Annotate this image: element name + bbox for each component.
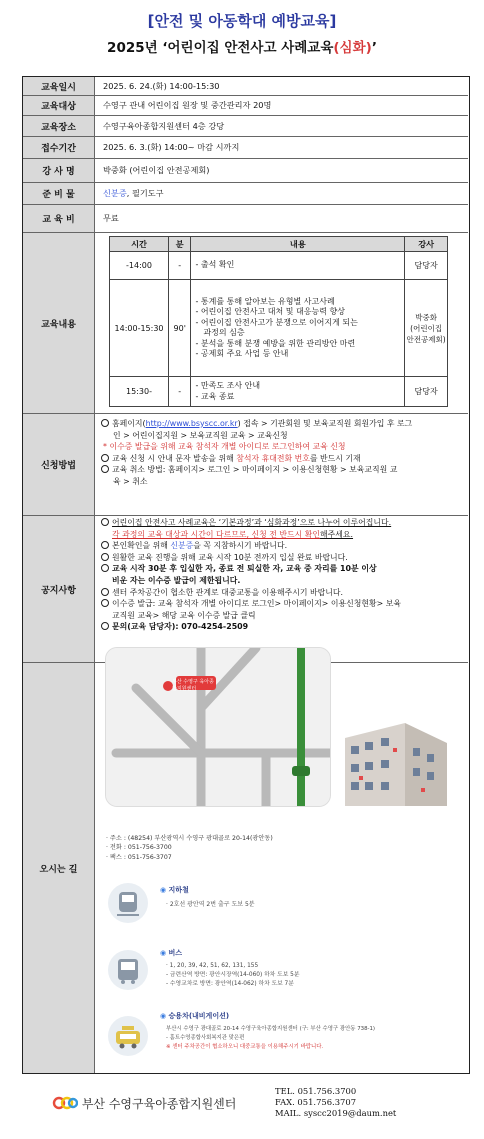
- list-item: - 어린이집 안전사고 대처 및 대응능력 향상: [195, 307, 345, 316]
- cell-lecturer: 담당자: [405, 377, 448, 407]
- bullet-circle: [101, 553, 109, 561]
- schedule-table: [109, 236, 448, 407]
- apply-line: ) 접속 > 기관회원 및 보육교직원 회원가입 후 로그: [237, 419, 413, 428]
- car-title: ◉ 승용차(내비게이션): [160, 1012, 230, 1020]
- row-value: [103, 183, 464, 204]
- list-item: - 만족도 조사 안내: [195, 381, 261, 390]
- cell-lecturer: [405, 280, 448, 377]
- list-item: - 어린이집 안전사고가 분쟁으로 이어지게 되는: [195, 317, 358, 327]
- row-target: [23, 96, 468, 116]
- notice-line: 교직원 교육> 해당 교육 이수증 발급 클릭: [112, 610, 256, 620]
- list-item: 과정의 심층: [203, 328, 245, 337]
- footer-org: [52, 1094, 236, 1112]
- apply-line: 교육 신청 시 안내 문자 발송을 위해: [112, 453, 237, 463]
- notice-text: [101, 517, 464, 633]
- subtitle-text: 2025년 ‘어린이집 안전사고 사례교육: [107, 40, 334, 56]
- bullet-circle: [101, 622, 109, 630]
- list-item: - 출석 확인: [195, 260, 235, 270]
- lecturer-name: 박중화: [415, 312, 437, 322]
- org-logo-icon: [52, 1094, 78, 1112]
- subway-icon: [108, 883, 148, 923]
- notice-line: 을 꼭 지참하시기 바랍니다.: [193, 541, 288, 551]
- footer-fax: FAX. 051.756.3707: [275, 1097, 357, 1107]
- notice-line: 해주세요.: [320, 529, 354, 539]
- cell-min: -: [169, 252, 191, 280]
- map-center-label: 부산 수영구 육아종합지원센터: [172, 679, 214, 692]
- homepage-link[interactable]: http://www.bsyscc.or.kr: [145, 419, 238, 428]
- col-header: 시간: [110, 237, 169, 252]
- bus-title: ◉ 버스: [160, 949, 183, 957]
- bullet-circle: [101, 599, 109, 607]
- row-label: 교 육 비: [23, 205, 95, 232]
- bullet-circle: [101, 564, 109, 572]
- building-photo: [335, 718, 453, 808]
- location-map: [105, 647, 331, 807]
- row-label: 오시는 길: [23, 663, 95, 1073]
- car-icon: [108, 1016, 148, 1056]
- table-row: [110, 252, 448, 280]
- page-title: [안전 및 아동학대 예방교육]: [147, 12, 337, 30]
- car-landmark: - 홈트수영종합사회복지관 맞은편: [166, 1034, 245, 1041]
- subway-title-text: 지하철: [168, 886, 189, 894]
- cell-min: -: [169, 377, 191, 407]
- list-item: - 공제회 주요 사업 등 안내: [195, 349, 289, 358]
- apply-warning: * 이수증 발급을 위해 교육 참석자 개별 아이디로 로그인하여 교육 신청: [103, 442, 346, 452]
- notice-line: 교육 시작 30분 후 입실한 자, 종료 전 퇴실한 자, 교육 중 자리를 10분 이상: [112, 564, 377, 574]
- notice-line: 본인확인을 위해: [112, 541, 171, 551]
- car-detail: [166, 1025, 466, 1051]
- cell-min: 90': [169, 280, 191, 377]
- row-place: [23, 116, 468, 137]
- cell-content: [191, 252, 405, 280]
- row-label: 교육장소: [23, 116, 95, 136]
- bus-routes: · 1, 20, 39, 42, 51, 62, 131, 155: [166, 963, 259, 969]
- row-label: 교육일시: [23, 77, 95, 95]
- bullet-circle: [101, 588, 109, 596]
- row-label: 강 사 명: [23, 159, 95, 182]
- list-item: - 통계를 통해 알아보는 유형별 사고사례: [195, 296, 335, 306]
- row-value: 수영구 관내 어린이집 원장 및 중간관리자 20명: [103, 100, 272, 110]
- apply-line: 교육 취소 방법: 홈페이지> 로그인 > 마이페이지 > 이용신청현황 > 보육교직원 교: [112, 465, 398, 475]
- bus-icon: [108, 950, 148, 990]
- address-block: [106, 834, 273, 862]
- row-fee: [23, 205, 468, 233]
- row-apply: [23, 414, 468, 516]
- id-card-text: 신분증: [103, 188, 127, 198]
- parking-warning: ※ 센터 주차공간이 협소하오니 대중교통을 이용해주시기 바랍니다.: [166, 1043, 324, 1050]
- fax-line: · 팩스 : 051-756-3707: [106, 853, 172, 861]
- id-card-text: 신분증: [170, 541, 194, 551]
- car-address: 부산시 수영구 광대골로 20-14 수영구육아종합지원센터 (구: 부산 수영구 광안동 738-1): [166, 1026, 375, 1032]
- col-header: 분: [169, 237, 191, 252]
- row-label: 공지사항: [23, 516, 95, 662]
- contact-phone: 문의(교육 담당자): 070-4254-2509: [112, 622, 249, 632]
- row-value: 2025. 6. 3.(화) 14:00~ 마감 시까지: [103, 142, 240, 152]
- cell-time: 14:00-15:30: [110, 280, 169, 377]
- notice-line: 비운 자는 이수증 발급이 제한됩니다.: [112, 575, 241, 585]
- lecturer-org: (어린이집: [410, 323, 443, 333]
- cell-lecturer: 담당자: [405, 252, 448, 280]
- row-value: 무료: [103, 213, 119, 223]
- apply-text: [101, 418, 464, 488]
- lecturer-org: 안전공제회): [406, 334, 446, 344]
- row-value: 2025. 6. 24.(화) 14:00-15:30: [103, 80, 220, 91]
- apply-line: 홈페이지(: [112, 419, 146, 428]
- page-subtitle: [0, 36, 484, 56]
- subtitle-advanced: (심화): [333, 40, 372, 56]
- row-supplies: [23, 183, 468, 205]
- bullet-circle: [101, 454, 109, 462]
- apply-line: 인 > 어린이집지원 > 보육교직원 교육 > 교육신청: [113, 430, 288, 440]
- bus-title-text: 버스: [168, 949, 183, 957]
- car-title-text: 승용차(내비게이션): [168, 1012, 230, 1020]
- row-label: 교육대상: [23, 96, 95, 115]
- bus-stop-1: - 금련산역 방면: 광안시장역(14-060) 하차 도보 5분: [166, 972, 300, 978]
- col-header: 내용: [191, 237, 405, 252]
- notice-line: 어린이집 안전사고 사례교육은 ‘기본과정’과 ‘심화과정’으로 나누어 이루어집니다.: [112, 518, 392, 527]
- notice-line: 이수증 발급: 교육 참석자 개별 아이디로 로그인> 마이페이지> 이용신청현황> 보육: [112, 599, 401, 609]
- bus-stop-2: - 수영교차로 방면: 광안역(14-062) 하차 도보 7분: [166, 981, 294, 987]
- list-item: - 교육 종료: [195, 391, 235, 401]
- bullet-circle: [101, 541, 109, 549]
- row-date: [23, 77, 468, 96]
- row-label: 신청방법: [23, 414, 95, 515]
- row-value: 수영구육아종합지원센터 4층 강당: [103, 120, 225, 131]
- notice-line: 원활한 교육 진행을 위해 교육 시작 10분 전까지 입실 완료 바랍니다.: [112, 552, 348, 562]
- apply-line: 를 반드시 기재: [309, 453, 361, 463]
- org-name: 부산 수영구육아종합지원센터: [81, 1097, 237, 1111]
- info-table: [22, 76, 470, 1074]
- subway-detail: · 2호선 광안역 2번 출구 도보 5분: [166, 901, 255, 908]
- subtitle-end: ’: [371, 40, 377, 56]
- address-line: · 주소 : (48254) 부산광역시 수영구 광대골로 20-14(광안동): [106, 835, 273, 842]
- apply-line: 육 > 취소: [113, 476, 148, 486]
- list-item: - 분석을 통해 분쟁 예방을 위한 관리방안 마련: [195, 338, 356, 348]
- bullet-circle: [101, 465, 109, 473]
- row-label: 준 비 물: [23, 183, 95, 204]
- tel-line: · 전화 : 051-756-3700: [106, 844, 172, 852]
- subway-title: ◉ 지하철: [160, 886, 189, 894]
- notice-line: 센터 주차공간이 협소한 관계로 대중교통을 이용해주시기 바랍니다.: [112, 587, 343, 597]
- footer-mail: MAIL. syscc2019@daum.net: [275, 1108, 397, 1118]
- cell-content: [191, 280, 405, 377]
- row-label: 접수기간: [23, 137, 95, 158]
- row-notice: [23, 516, 468, 663]
- bus-detail: [166, 962, 299, 989]
- footer-contact: [275, 1086, 396, 1119]
- bullet-circle: [101, 518, 109, 526]
- table-row: [110, 377, 448, 407]
- cell-content: [191, 377, 405, 407]
- supplies-rest: , 필기도구: [126, 188, 164, 198]
- phone-emphasis: 참석자 휴대전화 번호: [236, 453, 310, 463]
- table-row: [110, 280, 448, 377]
- map-drawing: [106, 648, 331, 807]
- cell-time: -14:00: [110, 252, 169, 280]
- cell-time: 15:30-: [110, 377, 169, 407]
- row-value: 박중화 (어린이집 안전공제회): [103, 165, 210, 175]
- footer-tel: TEL. 051.756.3700: [275, 1086, 357, 1096]
- row-registration: [23, 137, 468, 159]
- row-lecturer: [23, 159, 468, 183]
- bullet-circle: [101, 419, 109, 427]
- notice-emphasis: 각 과정의 교육 대상과 시간이 다르므로, 신청 전 반드시 확인: [112, 529, 321, 539]
- col-header: 강사: [405, 237, 448, 252]
- row-label: 교육내용: [23, 233, 95, 413]
